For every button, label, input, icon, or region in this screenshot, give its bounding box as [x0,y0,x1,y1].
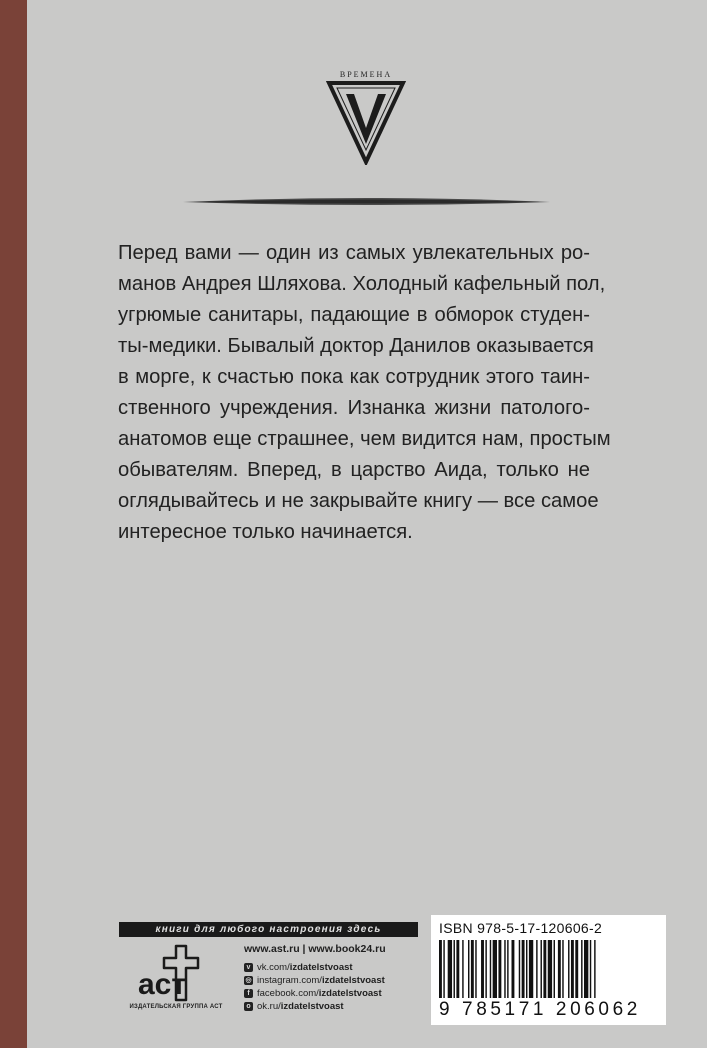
barcode-digits: 9 785171 206062 [439,999,641,1020]
facebook-icon: f [244,989,253,998]
tagline-banner: книги для любого настроения здесь [119,922,418,937]
book-spine [0,0,27,1048]
social-prefix: instagram.com/ [257,975,322,986]
blurb-line: оглядывайтесь и не закрывайте книгу — все самое [118,490,599,512]
publisher-logo-text: аст [138,968,187,1001]
barcode-icon [439,940,659,998]
isbn-label: ISBN 978-5-17-120606-2 [439,920,603,936]
social-handle: izdatelstvoast [289,962,353,973]
blurb-line: в морге, к счастью пока как сотрудник этого таин- [118,366,590,388]
book-description [118,238,611,548]
social-link-ok[interactable] [244,1000,385,1013]
blurb-line: Перед вами — один из самых увлекательных ро- [118,242,590,264]
blurb-line: ственного учреждения. Изнанка жизни патолого- [118,397,590,419]
decorative-rule [183,195,550,209]
blurb-line: обывателям. Вперед, в царство Аида, только не [118,459,590,481]
publisher-websites[interactable]: www.ast.ru | www.book24.ru [244,943,386,955]
publisher-name: ИЗДАТЕЛЬСКАЯ ГРУППА АСТ [129,1004,223,1010]
social-prefix: facebook.com/ [257,988,319,999]
vk-icon: v [244,963,253,972]
blurb-line: анатомов еще страшнее, чем видится нам, простым [118,428,611,450]
isbn-barcode-panel [431,915,666,1025]
social-handle: izdatelstvoast [280,1001,344,1012]
social-prefix: ok.ru/ [257,1001,281,1012]
social-handle: izdatelstvoast [318,988,382,999]
social-prefix: vk.com/ [257,962,290,973]
social-handle: izdatelstvoast [321,975,385,986]
ast-publisher-logo [132,942,222,1012]
triangle-v-icon [326,80,406,165]
social-links [244,961,385,1013]
blurb-line: манов Андрея Шляхова. Холодный кафельный пол, [118,273,606,295]
instagram-icon: ◎ [245,977,252,984]
blurb-line: угрюмые санитары, падающие в обморок студен- [118,304,590,326]
blurb-line: ты-медики. Бывалый доктор Данилов оказывается [118,335,594,357]
series-logo [326,70,406,165]
social-link-facebook[interactable] [244,987,385,1000]
social-link-instagram[interactable] [244,974,385,987]
social-link-vk[interactable] [244,961,385,974]
ok-icon: o [244,1002,253,1011]
blurb-line: интересное только начинается. [118,521,413,543]
series-logo-word: ВРЕМЕНА [339,70,393,79]
